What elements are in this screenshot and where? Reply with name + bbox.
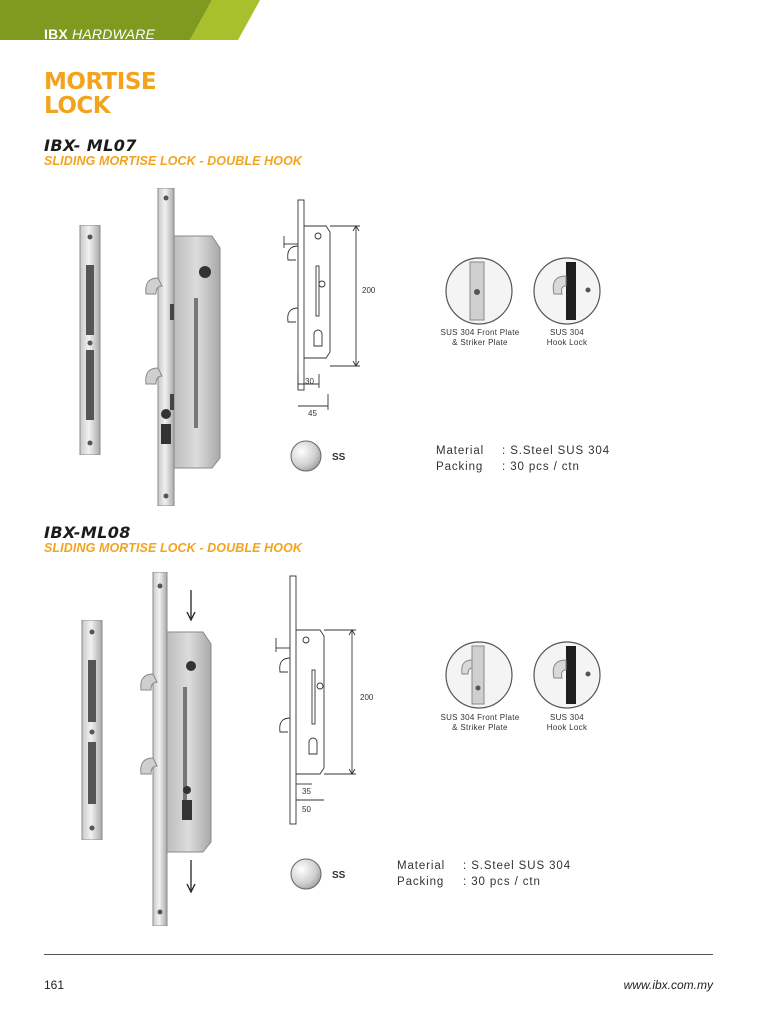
dimension-height: 200 <box>362 286 376 295</box>
brand-label <box>44 26 155 42</box>
striker-plate-image <box>76 225 106 455</box>
brand-italic: HARDWARE <box>72 26 156 42</box>
striker-plate-image <box>80 620 106 840</box>
caption-line: SUS 304 <box>549 328 585 337</box>
spec-row-material <box>436 443 610 459</box>
spec-label: Packing <box>436 461 484 473</box>
caption-line: & Striker Plate <box>452 723 508 732</box>
hook-lock-detail-image <box>532 640 602 710</box>
page-title <box>44 70 244 118</box>
dimension-offset: 35 <box>302 787 311 796</box>
technical-drawing <box>266 574 376 826</box>
detail-caption <box>527 713 607 733</box>
spec-label: Material <box>436 445 485 457</box>
product-subtitle: SLIDING MORTISE LOCK - DOUBLE HOOK <box>44 154 303 168</box>
caption-line: Hook Lock <box>546 723 588 732</box>
technical-drawing <box>276 198 386 423</box>
footer-divider <box>44 954 713 955</box>
caption-line: & Striker Plate <box>452 338 508 347</box>
spec-value: : 30 pcs / ctn <box>463 876 541 888</box>
dimension-width: 45 <box>308 409 317 418</box>
hook-lock-detail-image <box>532 256 602 326</box>
dimension-height: 200 <box>360 693 374 702</box>
caption-line: SUS 304 Front Plate <box>440 713 520 722</box>
spec-value: : S.Steel SUS 304 <box>502 445 610 457</box>
page-title-line2: LOCK <box>44 93 111 119</box>
spec-label: Material <box>397 860 446 872</box>
brand-bold: IBX <box>44 26 68 42</box>
product-model: IBX- ML07 <box>44 136 137 155</box>
dimension-width: 50 <box>302 805 311 814</box>
finish-label: SS <box>332 870 346 881</box>
page-title-line1: MORTISE <box>44 69 157 95</box>
spec-table <box>397 858 571 890</box>
finish-swatch <box>290 858 322 890</box>
detail-caption <box>430 328 530 348</box>
dimension-offset: 30 <box>305 377 314 386</box>
caption-line: SUS 304 Front Plate <box>440 328 520 337</box>
caption-line: SUS 304 <box>549 713 585 722</box>
detail-caption <box>527 328 607 348</box>
caption-line: Hook Lock <box>546 338 588 347</box>
product-model: IBX-ML08 <box>44 523 131 542</box>
finish-label: SS <box>332 452 346 463</box>
finish-swatch <box>290 440 322 472</box>
spec-row-material <box>397 858 571 874</box>
website-link[interactable]: www.ibx.com.my <box>623 978 713 992</box>
spec-row-packing <box>436 459 610 475</box>
spec-value: : S.Steel SUS 304 <box>463 860 571 872</box>
mortise-lock-image <box>142 188 222 506</box>
spec-row-packing <box>397 874 571 890</box>
page-number: 161 <box>44 978 65 992</box>
detail-caption <box>430 713 530 733</box>
mortise-lock-image <box>135 572 215 926</box>
front-plate-detail-image <box>444 640 514 710</box>
product-subtitle: SLIDING MORTISE LOCK - DOUBLE HOOK <box>44 541 303 555</box>
spec-table <box>436 443 610 475</box>
front-plate-detail-image <box>444 256 514 326</box>
spec-value: : 30 pcs / ctn <box>502 461 580 473</box>
spec-label: Packing <box>397 876 445 888</box>
